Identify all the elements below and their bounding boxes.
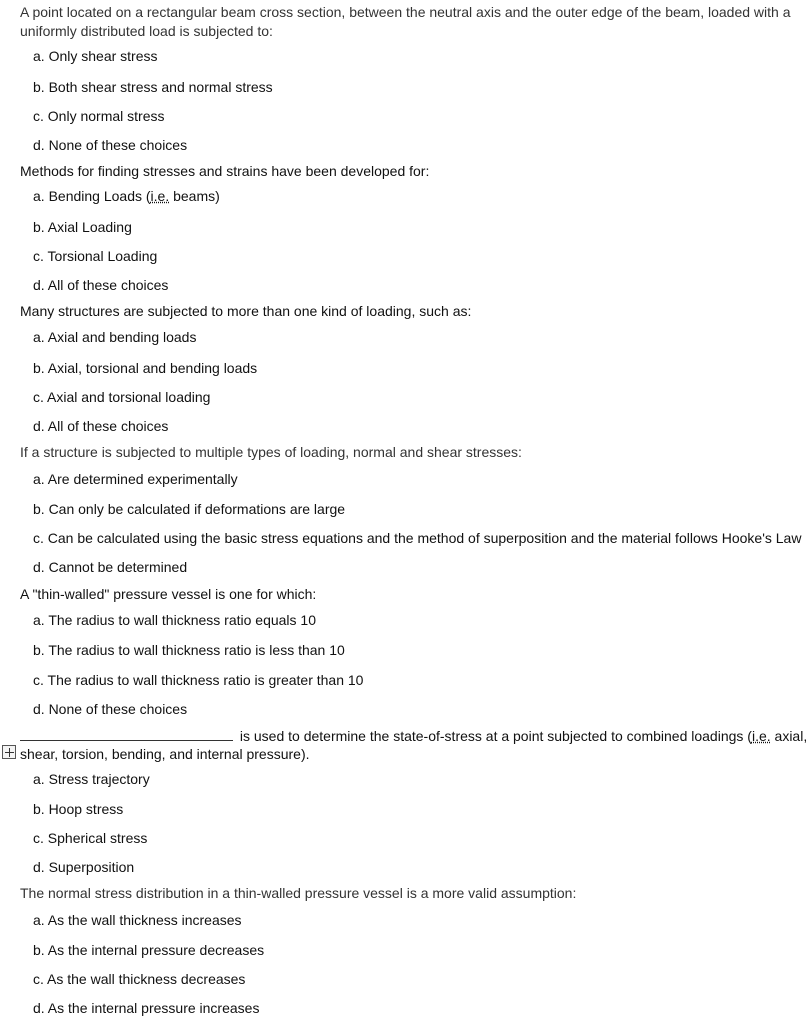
question-7-option-d[interactable]: d. As the internal pressure increases — [33, 1000, 260, 1016]
question-6-text-end: axial, — [770, 728, 808, 744]
question-5-option-a[interactable]: a. The radius to wall thickness ratio equals 10 — [33, 612, 317, 628]
question-4-option-b[interactable]: b. Can only be calculated if deformations are large — [33, 501, 346, 517]
question-2-prompt: Methods for finding stresses and strains have been developed for: — [20, 163, 430, 179]
question-4-option-d[interactable]: d. Cannot be determined — [33, 559, 188, 575]
question-1-option-c[interactable]: c. Only normal stress — [33, 108, 165, 124]
question-3-prompt: Many structures are subjected to more than one kind of loading, such as: — [20, 303, 472, 319]
question-6-option-b[interactable]: b. Hoop stress — [33, 801, 124, 817]
question-3-option-a[interactable]: a. Axial and bending loads — [33, 329, 197, 345]
question-5-option-c[interactable]: c. The radius to wall thickness ratio is greater than 10 — [33, 672, 364, 688]
question-6-prompt-line1 — [20, 726, 807, 746]
question-4-option-c[interactable]: c. Can be calculated using the basic stress equations and the method of superposition and the material follows Hooke's Law — [33, 530, 802, 546]
question-7-prompt: The normal stress distribution in a thin-walled pressure vessel is a more valid assumption: — [20, 885, 577, 901]
question-1-option-d[interactable]: d. None of these choices — [33, 137, 188, 153]
fill-in-blank[interactable] — [20, 726, 233, 741]
question-3-option-d[interactable]: d. All of these choices — [33, 418, 169, 434]
question-1-option-a[interactable]: a. Only shear stress — [33, 48, 158, 64]
question-6-option-a[interactable]: a. Stress trajectory — [33, 771, 150, 787]
question-5-prompt: A "thin-walled" pressure vessel is one for which: — [20, 586, 317, 602]
question-2-option-d[interactable]: d. All of these choices — [33, 277, 169, 293]
question-5-option-b[interactable]: b. The radius to wall thickness ratio is less than 10 — [33, 642, 345, 658]
question-6-option-d[interactable]: d. Superposition — [33, 859, 135, 875]
question-2-option-a[interactable] — [33, 187, 220, 206]
ie-abbreviation: i.e. — [150, 188, 170, 204]
question-1-prompt: A point located on a rectangular beam cross section, between the neutral axis and the outer edge of the beam, loaded with a uniformly distributed load is subjected to: — [20, 4, 791, 39]
option-a-suffix: beams) — [169, 188, 220, 204]
question-4-option-a[interactable]: a. Are determined experimentally — [33, 471, 238, 487]
table-move-handle-icon[interactable] — [2, 745, 16, 759]
ie-abbreviation: i.e. — [751, 728, 771, 744]
question-1-option-b[interactable]: b. Both shear stress and normal stress — [33, 79, 273, 95]
question-5-option-d[interactable]: d. None of these choices — [33, 701, 188, 717]
question-6-prompt-line2: shear, torsion, bending, and internal pressure). — [20, 746, 310, 762]
question-6-option-c[interactable]: c. Spherical stress — [33, 830, 148, 846]
question-2-option-b[interactable]: b. Axial Loading — [33, 219, 132, 235]
question-7-option-a[interactable]: a. As the wall thickness increases — [33, 912, 242, 928]
question-2-option-c[interactable]: c. Torsional Loading — [33, 248, 158, 264]
question-3-option-c[interactable]: c. Axial and torsional loading — [33, 389, 211, 405]
option-a-text: a. Bending Loads ( — [33, 188, 151, 204]
question-7-option-c[interactable]: c. As the wall thickness decreases — [33, 971, 246, 987]
question-3-option-b[interactable]: b. Axial, torsional and bending loads — [33, 360, 258, 376]
question-6-text: is used to determine the state-of-stress at a point subjected to combined loadings ( — [236, 728, 752, 744]
question-7-option-b[interactable]: b. As the internal pressure decreases — [33, 942, 265, 958]
question-4-prompt: If a structure is subjected to multiple types of loading, normal and shear stresses: — [20, 444, 522, 460]
